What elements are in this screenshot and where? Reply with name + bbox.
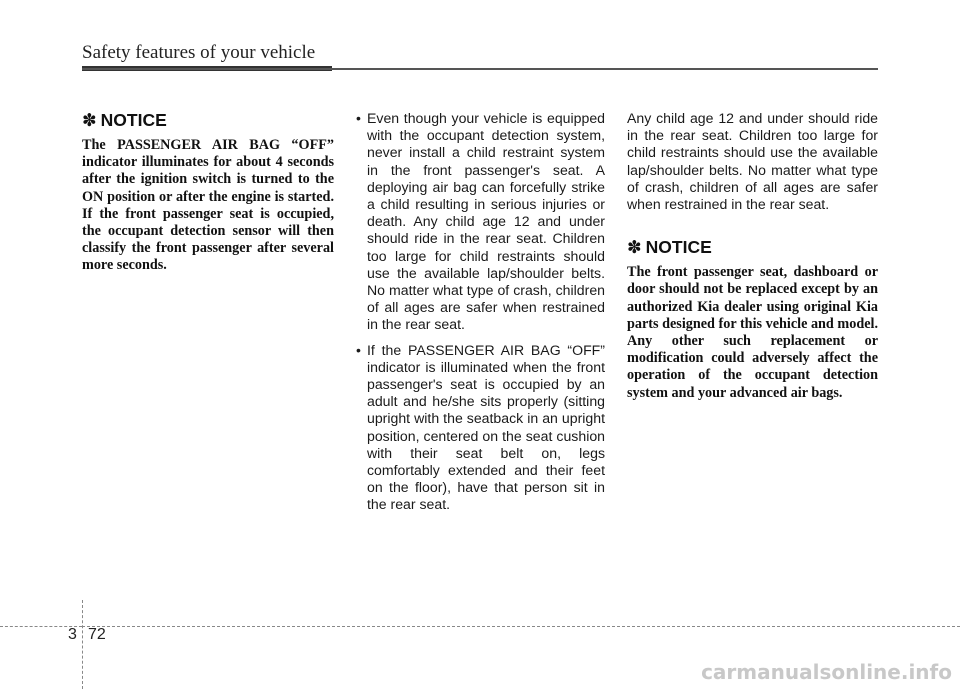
footer-vertical-rule	[82, 600, 84, 689]
column-right	[627, 110, 878, 402]
notice-heading	[82, 110, 334, 131]
notice-heading-label: NOTICE	[100, 110, 167, 130]
notice-heading-label: NOTICE	[645, 237, 712, 258]
bullet-marker: •	[356, 341, 361, 358]
notice-heading	[627, 237, 878, 258]
watermark: carmanualsonline.info	[701, 660, 952, 684]
body-paragraph: Any child age 12 and under should ride in the rear seat. Children too large for child restraints should use the available lap/shoulder belts. No matter what type of crash, children of all ages are safer when restrained in the rear seat.	[627, 110, 878, 213]
bullet-list	[356, 110, 605, 514]
notice-body: The front passenger seat, dashboard or door should not be replaced except by an authorized Kia dealer using original Kia parts designed for this vehicle and model. Any other such replacement or modification could adversely affect the operation of the occupant detection system and your advanced air bags.	[627, 264, 878, 401]
list-item	[356, 110, 605, 334]
notice-body: The PASSENGER AIR BAG “OFF” indicator illuminates for about 4 seconds after the ignition switch is turned to the ON position or after the engine is started. If the front passenger seat is occupied, the occupant detection sensor will then classify the front passenger after several more seconds.	[82, 137, 334, 274]
notice-star-icon: ✽	[82, 110, 97, 130]
footer-rule	[82, 626, 960, 628]
list-item	[356, 342, 605, 514]
page-number: 72	[88, 626, 106, 643]
notice-box-2	[627, 237, 878, 402]
header-rule	[82, 68, 878, 70]
notice-star-icon: ✽	[627, 237, 642, 258]
notice-box-1	[82, 110, 334, 275]
column-middle	[356, 110, 605, 522]
bullet-text: Even though your vehicle is equipped with the occupant detection system, never install a child restraint system in the front passenger's seat. A deploying air bag can forcefully strike a child resulting in serious injuries or death. Any child age 12 and under should ride in the rear seat. Children too large for child restraints should use the available lap/shoulder belts. No matter what type of crash, children of all ages are safer when restrained in the rear seat.	[367, 110, 605, 333]
chapter-number: 3	[68, 626, 77, 643]
column-left	[82, 110, 334, 275]
page-header-title: Safety features of your vehicle	[82, 42, 316, 63]
bullet-marker: •	[356, 110, 361, 126]
bullet-text: If the PASSENGER AIR BAG “OFF” indicator is illuminated when the front passenger's seat is occupied by an adult and he/she sits properly (sitting upright with the seatback in an upright position, centered on the seat cushion with their seat belt on, legs comfortably extended and their feet on the floor), have that person sit in the rear seat.	[367, 341, 605, 513]
